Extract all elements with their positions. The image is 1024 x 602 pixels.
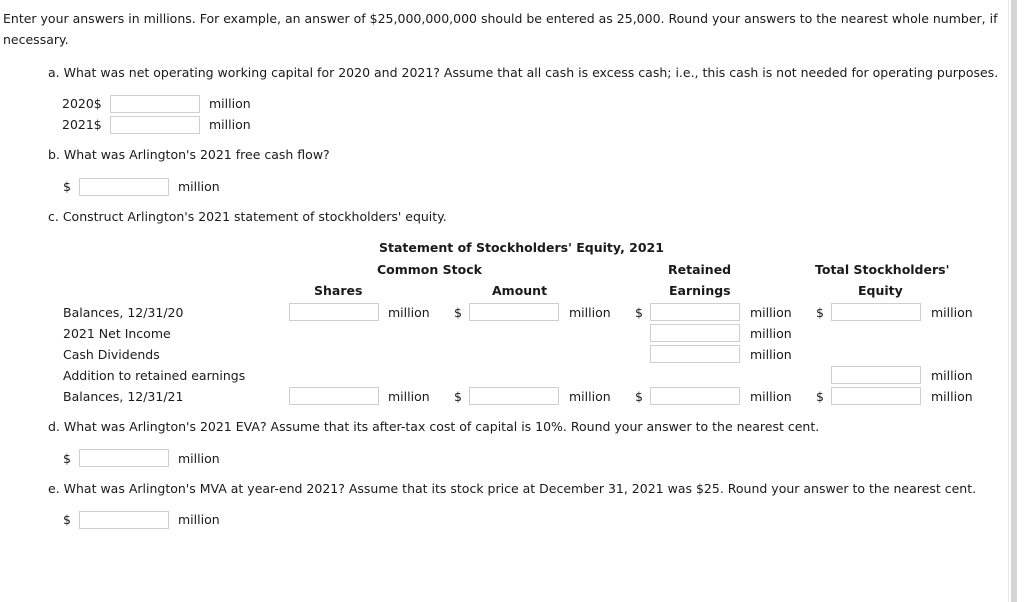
header-retained-2: Earnings	[669, 283, 731, 298]
eva-dollar-sign: $	[63, 451, 71, 466]
total-2021-unit: million	[931, 389, 973, 404]
retained-2021-dollar: $	[635, 389, 643, 404]
addition-retained-unit: million	[931, 368, 973, 383]
row-label-balances-2020: Balances, 12/31/20	[63, 305, 184, 320]
row-label-addition-retained: Addition to retained earnings	[63, 368, 246, 383]
instructions-line-2: necessary.	[3, 32, 69, 47]
eva-input[interactable]	[79, 449, 169, 467]
row-label-net-income: 2021 Net Income	[63, 326, 171, 341]
shares-2020-input[interactable]	[289, 303, 379, 321]
retained-2020-input[interactable]	[650, 303, 740, 321]
unit-2020: million	[209, 96, 251, 111]
scrollbar-divider	[1008, 0, 1009, 602]
nowc-2021-input[interactable]	[110, 116, 200, 134]
fcf-input[interactable]	[79, 178, 169, 196]
addition-retained-input[interactable]	[831, 366, 921, 384]
header-total-2: Equity	[858, 283, 903, 298]
fcf-dollar-sign: $	[63, 179, 71, 194]
amount-2021-dollar: $	[454, 389, 462, 404]
eva-unit: million	[178, 451, 220, 466]
mva-input[interactable]	[79, 511, 169, 529]
retained-2020-unit: million	[750, 305, 792, 320]
shares-2021-input[interactable]	[289, 387, 379, 405]
amount-2021-input[interactable]	[469, 387, 559, 405]
row-label-balances-2021: Balances, 12/31/21	[63, 389, 184, 404]
unit-2021: million	[209, 117, 251, 132]
question-d: d. What was Arlington's 2021 EVA? Assume that its after-tax cost of capital is 10%. Round your answer to the nearest cent.	[48, 419, 820, 434]
header-common-stock: Common Stock	[377, 262, 482, 277]
total-2020-input[interactable]	[831, 303, 921, 321]
net-income-unit: million	[750, 326, 792, 341]
question-b: b. What was Arlington's 2021 free cash flow?	[48, 147, 330, 162]
cash-dividends-input[interactable]	[650, 345, 740, 363]
question-a: a. What was net operating working capital for 2020 and 2021? Assume that all cash is excess cash; i.e., this cash is not needed for operating purposes.	[48, 65, 999, 80]
shares-2020-unit: million	[388, 305, 430, 320]
mva-unit: million	[178, 512, 220, 527]
total-2020-unit: million	[931, 305, 973, 320]
header-shares: Shares	[314, 283, 363, 298]
table-title: Statement of Stockholders' Equity, 2021	[379, 240, 664, 255]
question-c: c. Construct Arlington's 2021 statement of stockholders' equity.	[48, 209, 447, 224]
net-income-input[interactable]	[650, 324, 740, 342]
label-2020: 2020$	[62, 96, 102, 111]
row-label-cash-dividends: Cash Dividends	[63, 347, 160, 362]
amount-2020-input[interactable]	[469, 303, 559, 321]
fcf-unit: million	[178, 179, 220, 194]
shares-2021-unit: million	[388, 389, 430, 404]
scrollbar-track[interactable]	[1011, 0, 1017, 602]
question-e: e. What was Arlington's MVA at year-end 2021? Assume that its stock price at December 31, 2021 was $25. Round your answer to the nearest cent.	[48, 481, 977, 496]
retained-2021-input[interactable]	[650, 387, 740, 405]
retained-2020-dollar: $	[635, 305, 643, 320]
instructions-line-1: Enter your answers in millions. For example, an answer of $25,000,000,000 should be entered as 25,000. Round your answers to the nearest whole number, if	[3, 11, 998, 26]
header-amount: Amount	[492, 283, 548, 298]
nowc-2020-input[interactable]	[110, 95, 200, 113]
label-2021: 2021$	[62, 117, 102, 132]
cash-dividends-unit: million	[750, 347, 792, 362]
mva-dollar-sign: $	[63, 512, 71, 527]
header-retained-1: Retained	[668, 262, 732, 277]
amount-2020-unit: million	[569, 305, 611, 320]
header-total-1: Total Stockholders'	[815, 262, 950, 277]
amount-2021-unit: million	[569, 389, 611, 404]
amount-2020-dollar: $	[454, 305, 462, 320]
retained-2021-unit: million	[750, 389, 792, 404]
total-2021-input[interactable]	[831, 387, 921, 405]
total-2021-dollar: $	[816, 389, 824, 404]
total-2020-dollar: $	[816, 305, 824, 320]
